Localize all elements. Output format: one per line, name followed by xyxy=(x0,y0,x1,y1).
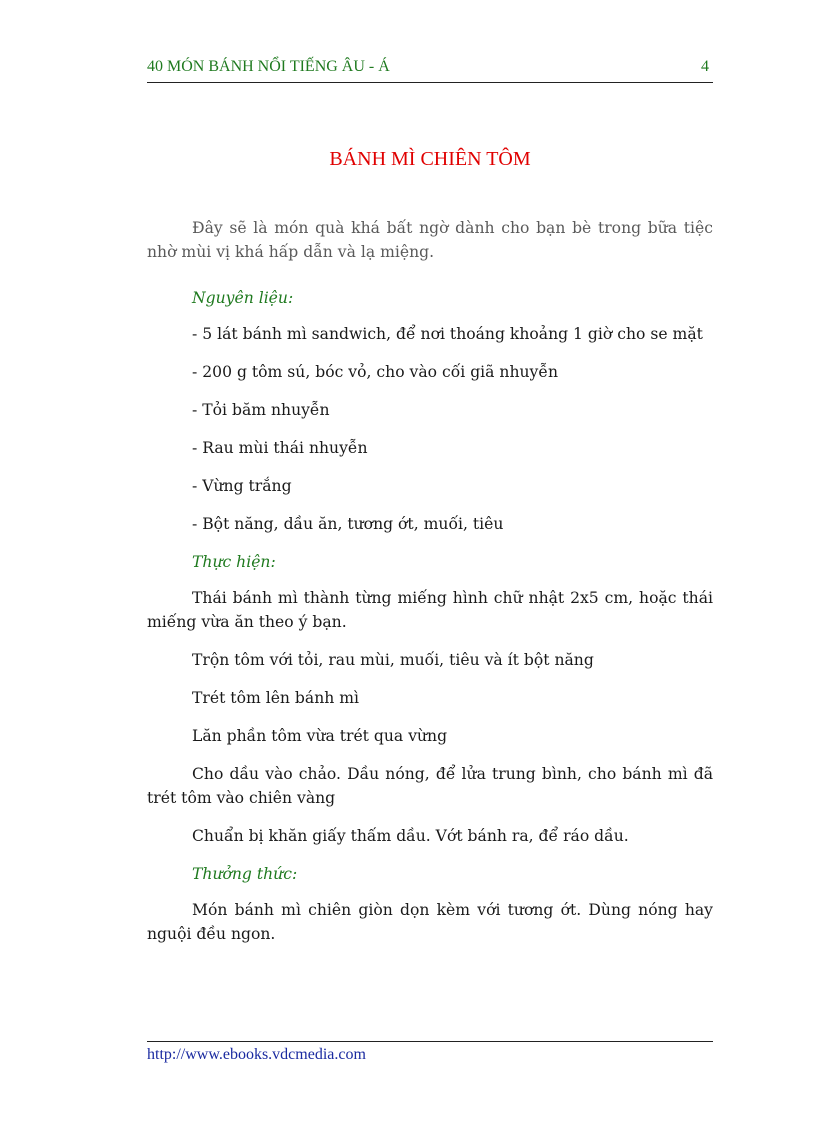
book-title: 40 MÓN BÁNH NỔI TIẾNG ÂU - Á xyxy=(147,58,390,75)
footer-link[interactable]: http://www.ebooks.vdcmedia.com xyxy=(147,1046,366,1063)
method-step: Cho dầu vào chảo. Dầu nóng, để lửa trung bình, cho bánh mì đã trét tôm vào chiên vàng xyxy=(147,765,713,807)
method-step: Trộn tôm với tỏi, rau mùi, muối, tiêu và ít bột năng xyxy=(192,651,594,669)
ingredient-item: - 200 g tôm sú, bóc vỏ, cho vào cối giã nhuyễn xyxy=(192,363,559,381)
recipe-intro: Đây sẽ là món quà khá bất ngờ dành cho bạn bè trong bữa tiệc nhờ mùi vị khá hấp dẫn và lạ miệng. xyxy=(147,219,713,261)
recipe-title: BÁNH MÌ CHIÊN TÔM xyxy=(329,148,531,170)
method-step: Trét tôm lên bánh mì xyxy=(192,689,360,707)
method-step: Thái bánh mì thành từng miếng hình chữ nhật 2x5 cm, hoặc thái miếng vừa ăn theo ý bạn. xyxy=(147,589,713,631)
ingredient-item: - Bột năng, dầu ăn, tương ớt, muối, tiêu xyxy=(192,515,504,533)
ingredient-item: - 5 lát bánh mì sandwich, để nơi thoáng khoảng 1 giờ cho se mặt xyxy=(192,325,703,343)
serving-text: Món bánh mì chiên giòn dọn kèm với tương ớt. Dùng nóng hay nguội đều ngon. xyxy=(147,901,713,943)
ingredients-heading: Nguyên liệu: xyxy=(192,289,294,307)
recipe-body xyxy=(147,216,713,960)
page-header xyxy=(147,56,713,83)
page-number: 4 xyxy=(701,58,709,75)
serving-heading: Thưởng thức: xyxy=(192,865,298,883)
ingredient-item: - Tỏi băm nhuyễn xyxy=(192,401,330,419)
ingredient-item: - Vừng trắng xyxy=(192,477,292,495)
page-footer xyxy=(147,1041,713,1064)
method-heading: Thực hiện: xyxy=(192,553,276,571)
method-step: Lăn phần tôm vừa trét qua vừng xyxy=(192,727,448,745)
method-step: Chuẩn bị khăn giấy thấm dầu. Vớt bánh ra, để ráo dầu. xyxy=(192,827,629,845)
ingredient-item: - Rau mùi thái nhuyễn xyxy=(192,439,368,457)
